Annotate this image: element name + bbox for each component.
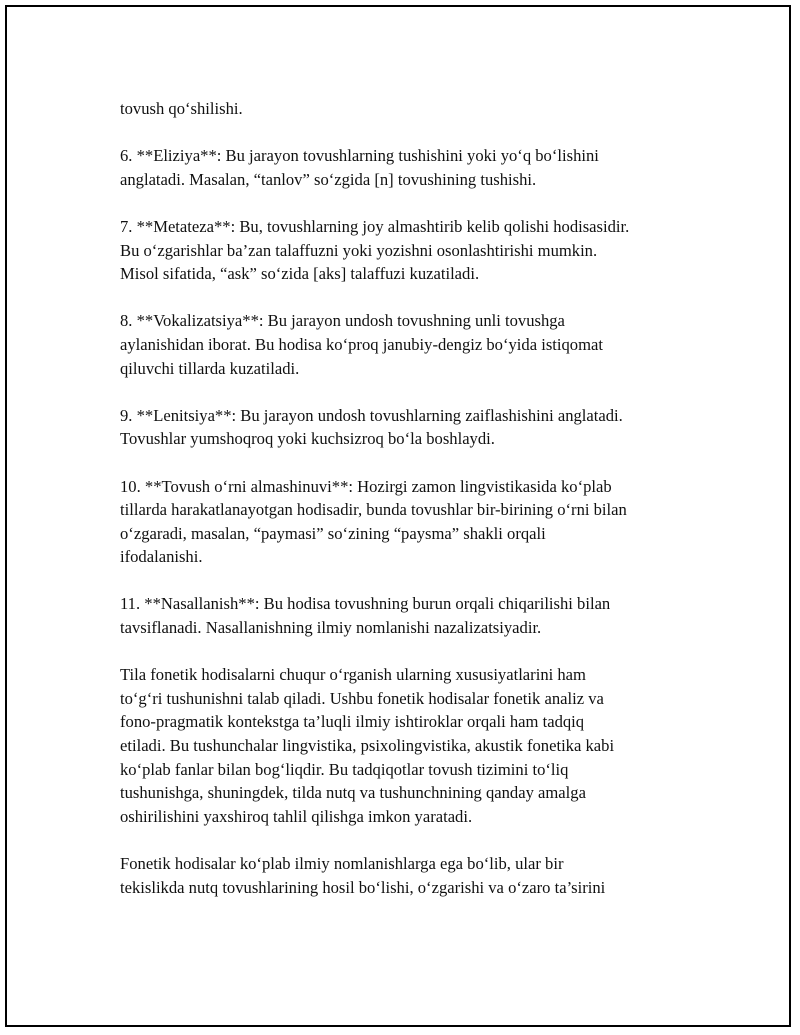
document-body — [120, 97, 710, 923]
text-line: tovush qo‘shilishi. — [120, 99, 243, 118]
paragraph-metateza — [120, 215, 710, 286]
document-page — [5, 5, 791, 1027]
paragraph-tovush-orni — [120, 475, 710, 569]
text-line: aylanishidan iborat. Bu hodisa ko‘proq janubiy-dengiz bo‘yida istiqomat — [120, 334, 603, 354]
paragraph-summary — [120, 663, 710, 828]
text-line: to‘g‘ri tushunishni talab qiladi. Ushbu fonetik hodisalar fonetik analiz va — [120, 688, 604, 708]
text-line: tillarda harakatlanayotgan hodisadir, bunda tovushlar bir-birining o‘rni bilan — [120, 500, 627, 520]
text-line: oshirilishini yaxshiroq tahlil qilishga imkon yaratadi. — [120, 806, 473, 826]
text-line: ifodalanishi. — [120, 547, 203, 567]
text-line: qiluvchi tillarda kuzatiladi. — [120, 358, 300, 378]
paragraph-eliziya — [120, 144, 710, 191]
text-line: tavsiflanadi. Nasallanishning ilmiy nomlanishi nazalizatsiyadir. — [120, 618, 542, 638]
text-line: ko‘plab fanlar bilan bog‘liqdir. Bu tadqiqotlar tovush tizimini to‘liq — [120, 759, 569, 779]
text-line: 6. **Eliziya**: Bu jarayon tovushlarning tushishini yoki yo‘q bo‘lishini — [120, 146, 599, 166]
text-line: 9. **Lenitsiya**: Bu jarayon undosh tovushlarning zaiflashishini anglatadi. — [120, 405, 623, 425]
paragraph-continuation — [120, 97, 710, 121]
text-line: fono-pragmatik kontekstga ta’luqli ilmiy ishtiroklar orqali ham tadqiq — [120, 712, 585, 732]
text-line: anglatadi. Masalan, “tanlov” so‘zgida [n] tovushining tushishi. — [120, 169, 537, 189]
paragraph-lenitsiya — [120, 404, 710, 451]
text-line: tekislikda nutq tovushlarining hosil bo‘lishi, o‘zgarishi va o‘zaro ta’sirini — [120, 877, 606, 897]
paragraph-nasallanish — [120, 592, 710, 639]
text-line: 11. **Nasallanish**: Bu hodisa tovushning burun orqali chiqarilishi bilan — [120, 594, 611, 614]
paragraph-closing — [120, 852, 710, 899]
text-line: 7. **Metateza**: Bu, tovushlarning joy almashtirib kelib qolishi hodisasidir. — [120, 216, 630, 236]
text-line: tushunishga, shuningdek, tilda nutq va tushunchnining qanday amalga — [120, 783, 586, 803]
text-line: Tila fonetik hodisalarni chuqur o‘rganish ularning xususiyatlarini ham — [120, 665, 586, 685]
text-line: 8. **Vokalizatsiya**: Bu jarayon undosh tovushning unli tovushga — [120, 311, 565, 331]
text-line: Fonetik hodisalar ko‘plab ilmiy nomlanishlarga ega bo‘lib, ular bir — [120, 854, 564, 873]
text-line: 10. **Tovush o‘rni almashinuvi**: Hozirgi zamon lingvistikasida ko‘plab — [120, 476, 612, 496]
text-line: Tovushlar yumshoqroq yoki kuchsizroq bo‘la boshlaydi. — [120, 429, 495, 449]
text-line: o‘zgaradi, masalan, “paymasi” so‘zining “paysma” shakli orqali — [120, 523, 546, 543]
text-line: Bu o‘zgarishlar ba’zan talaffuzni yoki yozishni osonlashtirishi mumkin. — [120, 240, 598, 260]
text-line: Misol sifatida, “ask” so‘zida [aks] talaffuzi kuzatiladi. — [120, 264, 480, 284]
paragraph-vokalizatsiya — [120, 309, 710, 380]
text-line: etiladi. Bu tushunchalar lingvistika, psixolingvistika, akustik fonetika kabi — [120, 736, 615, 756]
